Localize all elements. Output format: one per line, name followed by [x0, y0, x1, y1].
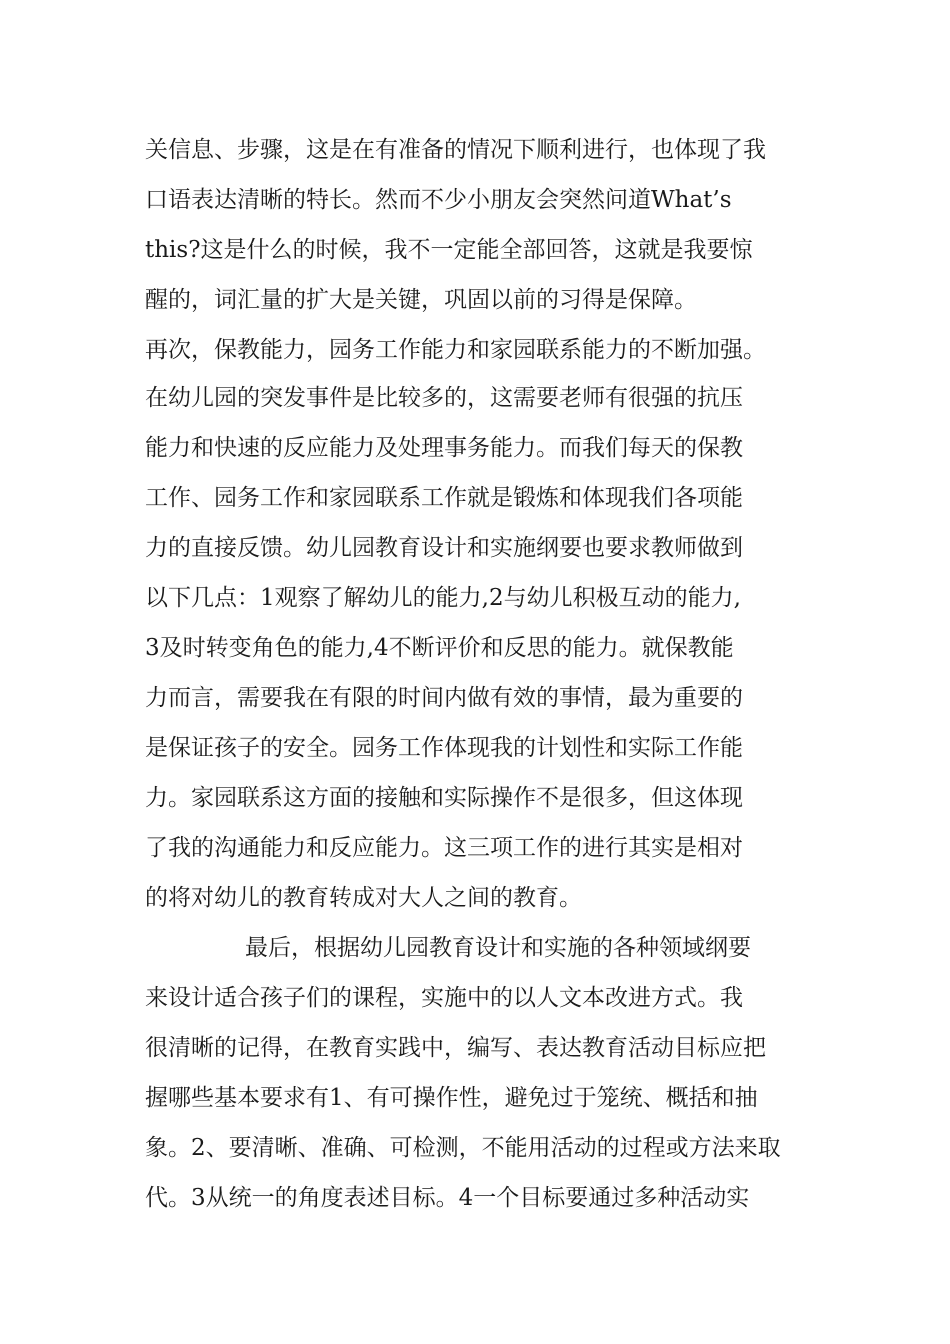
text-line: 是保证孩子的安全。园务工作体现我的计划性和实际工作能 [145, 735, 743, 761]
text-line: 再次，保教能力，园务工作能力和家园联系能力的不断加强。 [145, 337, 766, 363]
text-line: 的将对幼儿的教育转成对大人之间的教育。 [145, 885, 582, 911]
paragraph-indented-line: 最后，根据幼儿园教育设计和实施的各种领域纲要 [245, 935, 751, 961]
text-line: 3及时转变角色的能力,4不断评价和反思的能力。就保教能 [145, 635, 734, 661]
text-line: 了我的沟通能力和反应能力。这三项工作的进行其实是相对 [145, 835, 743, 861]
text-line: 来设计适合孩子们的课程，实施中的以人文本改进方式。我 [145, 985, 743, 1011]
text-line: 力的直接反馈。幼儿园教育设计和实施纲要也要求教师做到 [145, 535, 743, 561]
text-line: this?这是什么的时候，我不一定能全部回答，这就是我要惊 [145, 237, 753, 263]
text-line: 代。3从统一的角度表述目标。4一个目标要通过多种活动实 [145, 1185, 750, 1211]
text-line: 口语表达清晰的特长。然而不少小朋友会突然问道What’s [145, 187, 732, 213]
text-line: 在幼儿园的突发事件是比较多的，这需要老师有很强的抗压 [145, 385, 743, 411]
text-line: 力。家园联系这方面的接触和实际操作不是很多，但这体现 [145, 785, 743, 811]
text-line: 握哪些基本要求有1、有可操作性，避免过于笼统、概括和抽 [145, 1085, 758, 1111]
text-line: 以下几点：1观察了解幼儿的能力,2与幼儿积极互动的能力, [145, 585, 741, 611]
text-line: 工作、园务工作和家园联系工作就是锻炼和体现我们各项能 [145, 485, 743, 511]
text-line: 醒的，词汇量的扩大是关键，巩固以前的习得是保障。 [145, 287, 697, 313]
text-line: 很清晰的记得，在教育实践中，编写、表达教育活动目标应把 [145, 1035, 766, 1061]
text-line: 能力和快速的反应能力及处理事务能力。而我们每天的保教 [145, 435, 743, 461]
text-line: 关信息、步骤，这是在有准备的情况下顺利进行，也体现了我 [145, 137, 766, 163]
text-line: 力而言，需要我在有限的时间内做有效的事情，最为重要的 [145, 685, 743, 711]
text-line: 象。2、要清晰、准确、可检测，不能用活动的过程或方法来取 [145, 1135, 781, 1161]
